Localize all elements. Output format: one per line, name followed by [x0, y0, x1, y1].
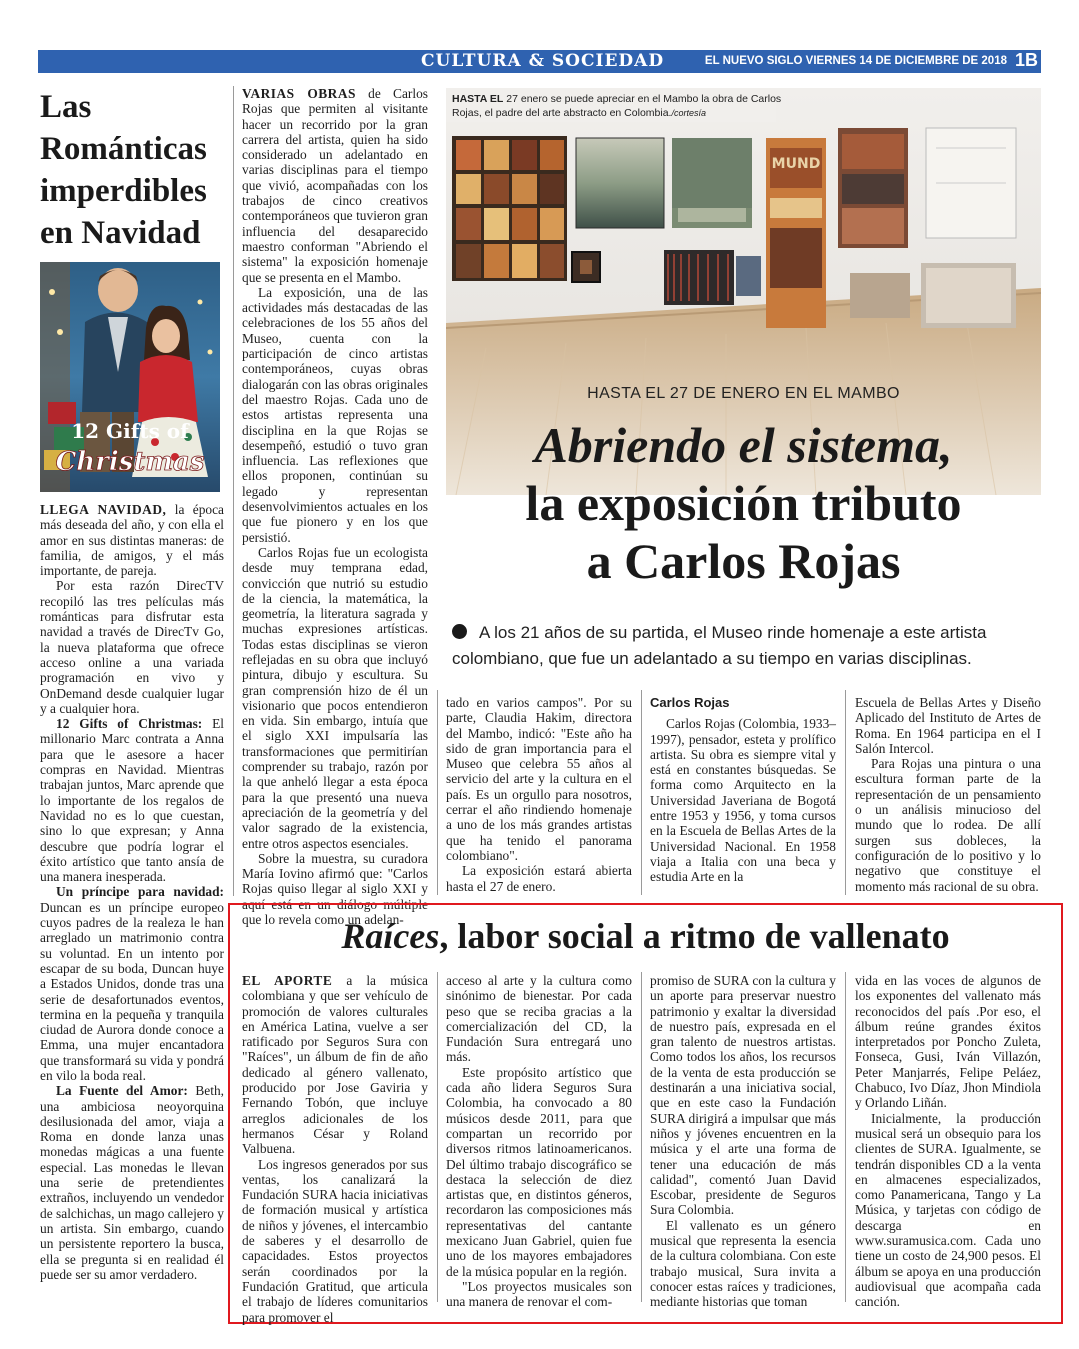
box-column-3	[650, 973, 836, 1310]
column-divider	[641, 972, 642, 1302]
column-divider	[437, 690, 438, 895]
box-paragraph-5-start: El vallenato es un género musical que representa la esencia de la cultura colombiana. Con este trabajo musical, Sura invita a conocer estas raíces y tradiciones, mediante historias que toman	[650, 1217, 836, 1310]
page-number: 1B	[1014, 50, 1038, 70]
article-paragraph-1: de Carlos Rojas que permiten al visitante hacer un recorrido por la gran carrera del artista, quien ha sido considerado un adelantado en varias disciplinas para el tiempo que vivió, acompañadas con los trabajos de cinco creativos contemporáneos que tuvieron gran influencia del desaparecido maestro conforman "Abriendo el sistema" la exposición homenaje que se presenta en el Mambo.	[242, 86, 428, 285]
svg-text:MUND: MUND	[771, 156, 821, 172]
section-header-bar	[38, 50, 1041, 73]
article-column-1	[242, 86, 428, 927]
box-paragraph-6: Inicialmente, la producción musical será un obsequio para los clientes de SURA. Igualmente, se tendrán disponibles CD a la venta en almacenes especializados, como Panamericana, Tango y La Música, y tarjetas con código de descarga en www.suramusica.com. Cada uno tiene un costo de 24,900 pesos. El álbum se apoya en una producción audiovisual que acompaña cada canción.	[855, 1110, 1041, 1310]
article-kicker: HASTA EL 27 DE ENERO EN EL MAMBO	[587, 385, 900, 402]
bio-paragraph-2: Para Rojas una pintura o una escultura forman parte de la representación de un pensamiento o un análisis minucioso del mundo que lo rodea. De allí surgen sus dobleces, la configuración de lo positivo y lo negativo que constituye el momento más racional de su obra.	[855, 756, 1041, 894]
box-paragraph-1: a la música colombiana y que ser vehículo de promoción de valores culturales en América Latina, vuelve a ser ratificado por Seguros Sura con "Raíces", un álbum de fin de año dedicado al género vallenato, producido por Jose Gaviria y Fernando Tobón, que incluye arreglos adicionales de los hermanos César y Roland Valbuena.	[242, 973, 428, 1157]
box-column-1	[242, 973, 428, 1325]
bio-paragraph-1-end: Escuela de Bellas Artes y Diseño Aplicado del Instituto de Artes de Roma. En 1964 participa en el I Salón Intercol.	[855, 695, 1041, 756]
box-headline-italic: Raíces	[341, 916, 440, 956]
box-paragraph-4-end: promiso de SURA con la cultura y un aporte para preservar nuestro patrimonio y exaltar la diversidad de nuestro país, expresada en el gran talento de nuestros artistas. Como todos los años, los recursos de la venta de esta producción se destinarán a una iniciativa social, que en este caso la Fundación SURA dirigirá a impulsar que más niños y jóvenes encuentren en la música y el arte una forma de tener una educación de más calidad", comentó Juan David Escobar, presidente de Seguros Sura Colombia.	[650, 973, 836, 1218]
article-dek	[452, 620, 1041, 672]
movie-3-text: Beth, una ambiciosa neoyorquina desilusionada del amor, viaja a Roma en donde lanza unas monedas mágicas a una fuente especial. Las monedas le llevan una serie de pretendientes extraños, incluyendo un vendedor de salchichas, un mago callejero y un artista. Sin embargo, cuando un persistente reportero la busca, ella se pregunta si en realidad él puede ser su amor verdadero.	[40, 1083, 224, 1282]
section-title: CULTURA & SOCIEDAD	[421, 51, 665, 71]
column-divider	[845, 690, 846, 895]
article-paragraph-4-end: tado en varios campos". Por su parte, Claudia Hakim, directora del Mambo, indicó: "Este año ha sido de gran importancia para el Museo que celebra 55 años al servicio del arte y la cultura en el país. Es un orgullo para nosotros, cerrar el año rindiendo homenaje a uno de los más grandes artistas que ha tenido el panorama colombiano".	[446, 695, 632, 863]
movie-2-title: Un príncipe para navidad:	[56, 884, 224, 900]
movie-1-text: El millonario Marc contrata a Anna para que le asesore a hacer compras en Navidad. Mientras trabajan juntos, Marc aprende que lo importante de los regalos de Navidad no es lo que cuestan, sino lo que expresan; y Anna descubre que podría lograr el éxito artístico que tanto ansía de una manera inesperada.	[40, 716, 225, 885]
bio-heading: Carlos Rojas	[650, 695, 730, 710]
article-paragraph-5: La exposición estará abierta hasta el 27 de enero.	[446, 863, 632, 894]
sidebar-paragraph-2: Por esta razón DirecTV recopiló las tres películas más románticas para disfrutar esta navidad a través de DirecTv Go, la nueva plataforma que ofrece acceso online a una variada programación en vivo y OnDemand desde cualquier lugar y a cualquier hora.	[40, 578, 224, 716]
box-paragraph-3: Este propósito artístico que cada año lidera Seguros Sura Colombia, ha convocado a 80 músicos desde 2011, para que compartan un recorrido por diversos ritmos latinoamericanos. Del último trabajo discográfico se destaca la selección de diez artistas que, en distintos géneros, recordaron las composiciones más representativas del cantante mexicano Juan Gabriel, quien fue uno de los mayores embajadores de la música popular en la región.	[446, 1064, 632, 1279]
movie-3-title: La Fuente del Amor:	[56, 1083, 188, 1099]
box-paragraph-2-start: Los ingresos generados por sus ventas, los canalizará la Fundación SURA hacia iniciativas de formación musical y artística de niños y jóvenes, el intercambio de saberes y el desarrollo de capacidades. Estos proyectos serán coordinados por la Fundación Gratitud, que articula el trabajo de líderes comunitarios para promover el	[242, 1156, 428, 1325]
box-column-2	[446, 973, 632, 1310]
column-divider	[233, 86, 234, 896]
bullet-icon	[452, 624, 467, 639]
photo-credit: /cortesía	[671, 108, 706, 118]
movie-2-text: Duncan es un príncipe europeo cuyos padres de la realeza le han arreglado un matrimonio contra su voluntad. En un intento por escapar de su boda, Duncan huye a Estados Unidos, donde tras una serie de desafortunados eventos, termina en la pequeña y tranquila ciudad de Aurora donde conoce a Emma, una mujer encantadora que transformará su vida y pondrá en vilo la boda real.	[40, 899, 224, 1083]
box-headline	[230, 915, 1061, 957]
bio-column	[650, 695, 836, 885]
article-lead: VARIAS OBRAS	[242, 86, 356, 101]
sidebar-lead: LLEGA NAVIDAD,	[40, 502, 167, 517]
movie-1-title: 12 Gifts of Christmas:	[56, 716, 203, 732]
sidebar-paragraph-1: la época más deseada del año, y con ella el amor en sus distintas maneras: de familia, de amigos, y el más importante, de pareja.	[40, 502, 224, 579]
poster-title-line-1: 12 Gifts of	[71, 419, 189, 443]
headline-line-2: la exposición tributo	[525, 475, 962, 531]
sidebar-headline: Las Románticas imperdibles en Navidad	[40, 89, 207, 251]
caption-lead: HASTA EL	[452, 93, 504, 105]
dek-text: A los 21 años de su partida, el Museo rinde homenaje a este artista colombiano, que fue un adelantado a su tiempo en varias disciplinas.	[452, 623, 987, 668]
article-paragraph-3: Carlos Rojas fue un ecologista desde muy temprana edad, convicción que nutrió su estudio de la ciencia, la matemática, la geometría, la literatura sagrada y muchas expresiones artísticas. Todas estas disciplinas se vieron reflejadas en su obra que incluyó pintura, dibujo y escultura. Su gran comprensión hizo de él un visionario que pocos entendieron en vida. Sin embargo, intuía que el siglo XXI impulsaría las transformaciones que permitirían comprender su trabajo, razón por la que anheló llegar a esta época para la que presentó una nueva apreciación de la geometría y del valor sagrado de la existencia, entre otros aspectos esenciales.	[242, 544, 428, 851]
headline-line-1: Abriendo el sistema,	[534, 417, 953, 473]
column-divider	[641, 690, 642, 895]
article-paragraph-4-start: Sobre la muestra, su curadora María Iovino afirmó que: "Carlos Rojas quiso llegar al siglo XXI y aquí está en un diálogo múltiple que lo revela como un adelan-	[242, 850, 428, 928]
box-paragraph-2-end: acceso al arte y la cultura como sinónimo de bienestar. Por cada peso que se reciba gracias a la comercialización del CD, la Fundación Sura entregará uno más.	[446, 973, 632, 1065]
box-paragraph-4-start: "Los proyectos musicales son una manera de renovar el com-	[446, 1278, 632, 1310]
article-headline	[446, 416, 1041, 590]
box-lead: EL APORTE	[242, 973, 333, 988]
box-column-4	[855, 973, 1041, 1310]
article-column-2	[446, 695, 632, 894]
box-headline-rest: , labor social a ritmo de vallenato	[439, 916, 950, 956]
article-paragraph-2: La exposición, una de las actividades más destacadas de las celebraciones de los 55 años del Museo, cuenta con la participación de cinco artistas contemporáneos, cuyas obras dialogarán con las obras originales del maestro Rojas. Cada uno de estos artistas representa una disciplina en la que Rojas se desempeñó, estudió o tuvo gran influencia. Las reflexiones que ellos proponen, continúan su legado y representan desenvolvimientos actuales en los que fue pionero y en los que persistió.	[242, 284, 428, 545]
box-paragraph-5-end: vida en las voces de algunos de los exponentes del vallenato más reconocidos del país .Por eso, el álbum reúne grandes éxitos interpretados por Poncho Zuleta, Fonseca, Gusi, Iván Villazón, Peter Manjarrés, Felipe Peláez, Chabuco, Ivo Díaz, Jhon Mindiola y Orlando Liñán.	[855, 973, 1041, 1111]
poster-title-line-2: Christmas	[55, 447, 205, 477]
bio-paragraph-1: Carlos Rojas (Colombia, 1933–1997), pensador, esteta y prolífico artista. Su obra es siempre vital y está en constantes búsquedas. Se forma como Arquitecto en la Universidad Javeriana de Bogotá entre 1953 y 1956, y toma cursos en la Escuela de Bellas Artes de la Universidad Nacional. En 1958 viaja a Italia con una beca y estudia Arte en la	[650, 716, 836, 885]
caption-text: 27 enero se puede apreciar en el Mambo la obra de Carlos Rojas, el padre del arte abstracto en Colombia.	[452, 93, 782, 119]
column-divider	[845, 972, 846, 1302]
movie-poster-image	[40, 262, 220, 492]
column-divider	[437, 972, 438, 1302]
headline-line-3: a Carlos Rojas	[586, 533, 901, 589]
sidebar-body	[40, 502, 224, 1282]
bio-column-2	[855, 695, 1041, 894]
newspaper-date: EL NUEVO SIGLO VIERNES 14 DE DICIEMBRE DE 2018	[704, 55, 1007, 67]
photo-caption	[452, 92, 792, 120]
